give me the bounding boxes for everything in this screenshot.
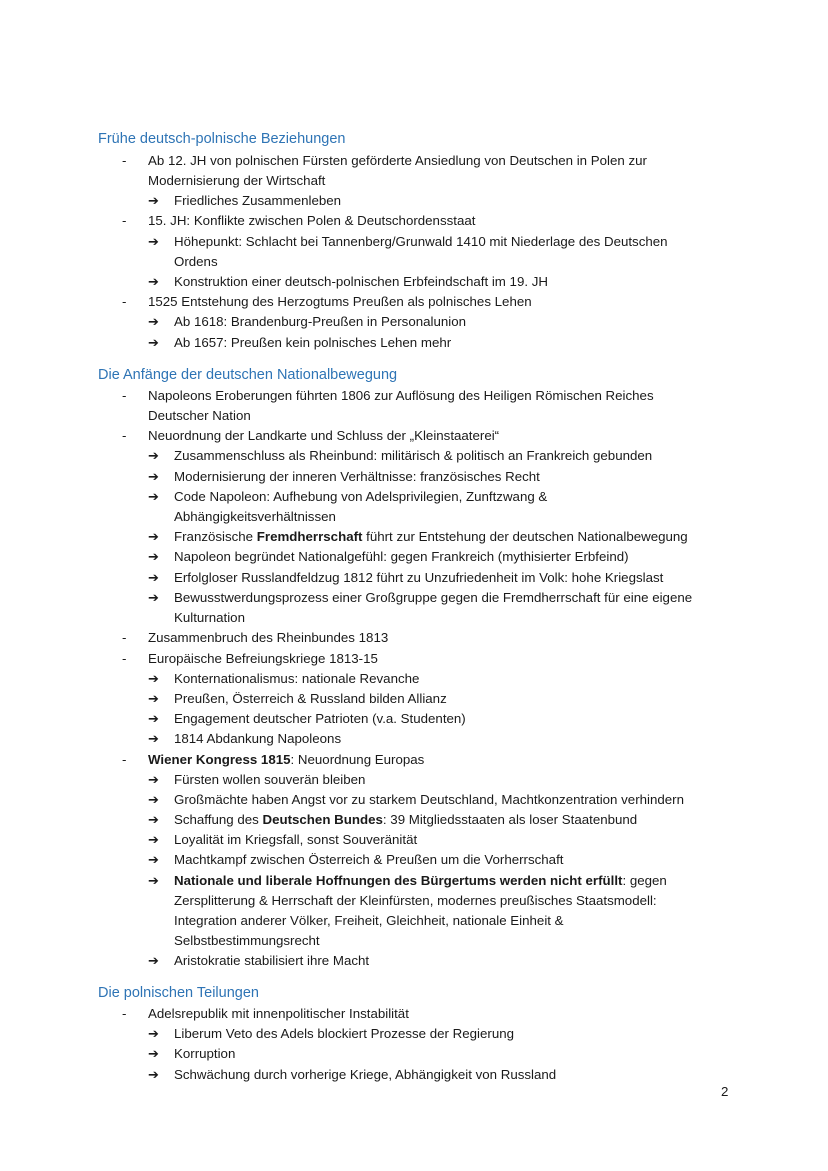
sub-item: Ab 1618: Brandenburg-Preußen in Personalunion [174,314,466,329]
arrow-icon: ➔ [148,953,159,968]
sub-item: Loyalität im Kriegsfall, sonst Souveränität [174,832,418,847]
page-number: 2 [721,1084,729,1099]
sub-item: Ordens [174,254,218,269]
arrow-icon: ➔ [148,549,159,564]
sub-item: Erfolgloser Russlandfeldzug 1812 führt zu Unzufriedenheit im Volk: hohe Kriegslast [174,570,664,585]
sub-item: Höhepunkt: Schlacht bei Tannenberg/Grunwald 1410 mit Niederlage des Deutschen [174,234,668,249]
sub-item: Bewusstwerdungsprozess einer Großgruppe gegen die Fremdherrschaft für eine eigene [174,590,693,605]
arrow-icon: ➔ [148,1046,159,1061]
list-item: 15. JH: Konflikte zwischen Polen & Deutschordensstaat [148,213,476,228]
arrow-icon: ➔ [148,772,159,787]
arrow-icon: ➔ [148,489,159,504]
arrow-icon: ➔ [148,529,159,544]
bullet-dash: - [122,388,127,403]
bullet-dash: - [122,428,127,443]
sub-item: Schwächung durch vorherige Kriege, Abhängigkeit von Russland [174,1067,557,1082]
sub-item: Napoleon begründet Nationalgefühl: gegen Frankreich (mythisierter Erbfeind) [174,549,629,564]
arrow-icon: ➔ [148,314,159,329]
arrow-icon: ➔ [148,590,159,605]
sub-item: Konstruktion einer deutsch-polnischen Erbfeindschaft im 19. JH [174,274,548,289]
sub-item: 1814 Abdankung Napoleons [174,731,342,746]
sub-item: Aristokratie stabilisiert ihre Macht [174,953,370,968]
sub-item: Modernisierung der inneren Verhältnisse: französisches Recht [174,469,540,484]
sub-item: Schaffung des Deutschen Bundes: 39 Mitgliedsstaaten als loser Staatenbund [174,812,638,827]
bullet-dash: - [122,752,127,767]
sub-item: Integration anderer Völker, Freiheit, Gleichheit, nationale Einheit & [174,913,564,928]
arrow-icon: ➔ [148,1067,159,1082]
bullet-dash: - [122,294,127,309]
section-heading: Die polnischen Teilungen [98,985,259,1001]
arrow-icon: ➔ [148,812,159,827]
section-heading: Frühe deutsch-polnische Beziehungen [98,131,346,147]
list-item: 1525 Entstehung des Herzogtums Preußen als polnisches Lehen [148,294,532,309]
arrow-icon: ➔ [148,234,159,249]
list-item: Napoleons Eroberungen führten 1806 zur Auflösung des Heiligen Römischen Reiches [148,388,654,403]
section-heading: Die Anfänge der deutschen Nationalbewegung [98,367,398,383]
sub-item: Fürsten wollen souverän bleiben [174,772,366,787]
arrow-icon: ➔ [148,711,159,726]
sub-item: Nationale und liberale Hoffnungen des Bürgertums werden nicht erfüllt: gegen [174,873,667,888]
sub-item: Zersplitterung & Herrschaft der Kleinfürsten, modernes preußisches Staatsmodell: [174,893,657,908]
arrow-icon: ➔ [148,448,159,463]
bullet-dash: - [122,1006,127,1021]
bullet-dash: - [122,213,127,228]
arrow-icon: ➔ [148,691,159,706]
sub-item: Code Napoleon: Aufhebung von Adelsprivilegien, Zunftzwang & [174,489,548,504]
arrow-icon: ➔ [148,335,159,350]
sub-item: Machtkampf zwischen Österreich & Preußen um die Vorherrschaft [174,852,564,867]
sub-item: Kulturnation [174,610,245,625]
list-item: Deutscher Nation [148,408,251,423]
bullet-dash: - [122,630,127,645]
sub-item: Engagement deutscher Patrioten (v.a. Studenten) [174,711,466,726]
list-item: Modernisierung der Wirtschaft [148,173,326,188]
arrow-icon: ➔ [148,832,159,847]
list-item: Wiener Kongress 1815: Neuordnung Europas [148,752,425,767]
arrow-icon: ➔ [148,852,159,867]
sub-item: Zusammenschluss als Rheinbund: militärisch & politisch an Frankreich gebunden [174,448,653,463]
sub-item: Liberum Veto des Adels blockiert Prozesse der Regierung [174,1026,514,1041]
list-item: Ab 12. JH von polnischen Fürsten geförderte Ansiedlung von Deutschen in Polen zur [148,153,647,168]
list-item: Adelsrepublik mit innenpolitischer Instabilität [148,1006,409,1021]
sub-item: Französische Fremdherrschaft führt zur Entstehung der deutschen Nationalbewegung [174,529,688,544]
sub-item: Korruption [174,1046,236,1061]
sub-item: Großmächte haben Angst vor zu starkem Deutschland, Machtkonzentration verhindern [174,792,684,807]
sub-item: Selbstbestimmungsrecht [174,933,320,948]
arrow-icon: ➔ [148,792,159,807]
arrow-icon: ➔ [148,1026,159,1041]
arrow-icon: ➔ [148,671,159,686]
sub-item: Abhängigkeitsverhältnissen [174,509,336,524]
bullet-dash: - [122,153,127,168]
bullet-dash: - [122,651,127,666]
sub-item: Ab 1657: Preußen kein polnisches Lehen mehr [174,335,452,350]
list-item: Zusammenbruch des Rheinbundes 1813 [148,630,389,645]
arrow-icon: ➔ [148,873,159,888]
sub-item: Konternationalismus: nationale Revanche [174,671,420,686]
arrow-icon: ➔ [148,193,159,208]
sub-item: Friedliches Zusammenleben [174,193,342,208]
arrow-icon: ➔ [148,274,159,289]
arrow-icon: ➔ [148,469,159,484]
sub-item: Preußen, Österreich & Russland bilden Allianz [174,691,447,706]
list-item: Europäische Befreiungskriege 1813-15 [148,651,378,666]
arrow-icon: ➔ [148,570,159,585]
list-item: Neuordnung der Landkarte und Schluss der „Kleinstaaterei“ [148,428,500,443]
arrow-icon: ➔ [148,731,159,746]
